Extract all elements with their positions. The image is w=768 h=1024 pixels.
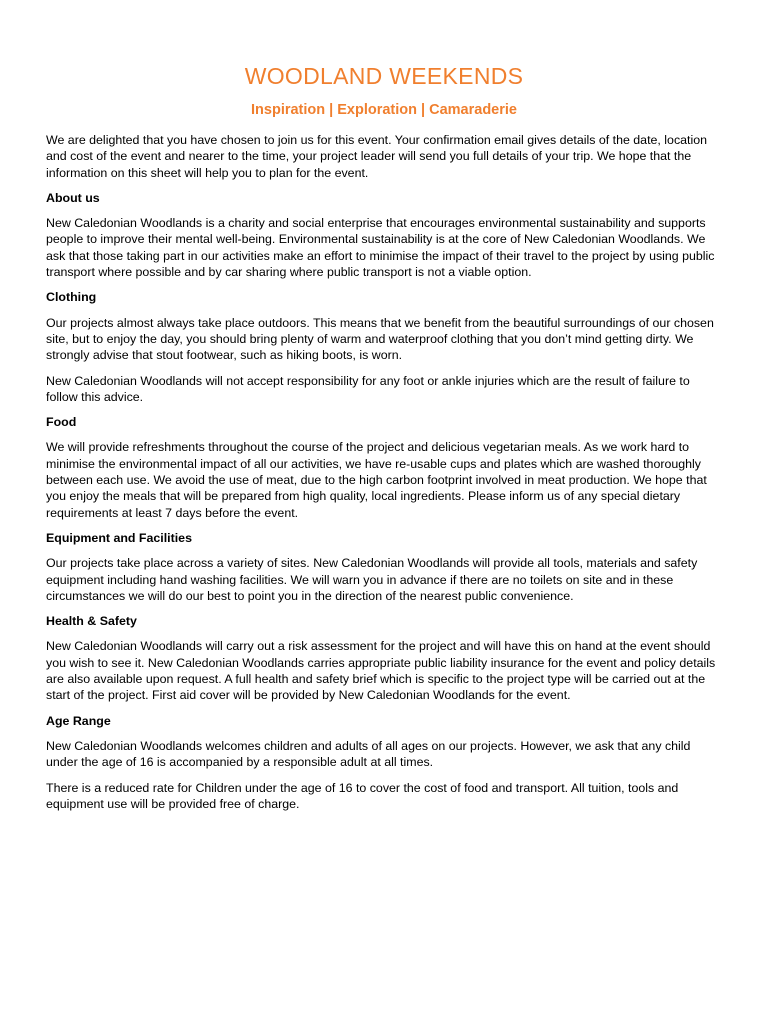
- section-heading-age-range: Age Range: [46, 713, 111, 728]
- section-heading-health-and-safety: Health & Safety: [46, 614, 137, 629]
- document-body: [46, 132, 722, 812]
- section-paragraph: There is a reduced rate for Children under the age of 16 to cover the cost of food and transport. All tuition, tools and equipment use will be provided free of charge.: [46, 780, 679, 811]
- section-heading-equipment-and-facilities: Equipment and Facilities: [46, 530, 192, 545]
- section-paragraph: New Caledonian Woodlands will not accept responsibility for any foot or ankle injuries which are the result of failure to follow this advice.: [46, 373, 690, 404]
- section-paragraph: Our projects almost always take place outdoors. This means that we benefit from the beautiful surroundings of our chosen site, but to enjoy the day, you should bring plenty of warm and waterproof clothing that you don’t mind getting dirty. We strongly advise that stout footwear, such as hiking boots, is worn.: [46, 315, 714, 363]
- intro-paragraph: We are delighted that you have chosen to join us for this event. Your confirmation email gives details of the date, location and cost of the event and nearer to the time, your project leader will send you full details of your trip. We hope that the information on this sheet will help you to plan for the event.: [46, 133, 708, 180]
- page-subtitle: Inspiration | Exploration | Camaraderie: [251, 102, 517, 118]
- section-paragraph: New Caledonian Woodlands will carry out a risk assessment for the project and will have this on hand at the event should you wish to see it. New Caledonian Woodlands carries appropriate public liability insurance for the event and policy details are also available upon request. A full health and safety brief which is specific to the project type will be carried out at the start of the project. First aid cover will be provided by New Caledonian Woodlands for the event.: [46, 639, 716, 703]
- section-paragraph: Our projects take place across a variety of sites. New Caledonian Woodlands will provide all tools, materials and safety equipment including hand washing facilities. We will warn you in advance if there are no toilets on site and in these circumstances we will do our best to point you in the direction of the nearest public convenience.: [46, 556, 698, 603]
- section-heading-food: Food: [46, 415, 77, 430]
- section-heading-about-us: About us: [46, 190, 100, 205]
- section-paragraph: New Caledonian Woodlands welcomes children and adults of all ages on our projects. However, we ask that any child under the age of 16 is accompanied by a responsible adult at all times.: [46, 738, 691, 770]
- section-heading-clothing: Clothing: [46, 290, 97, 305]
- page-title: WOODLAND WEEKENDS: [244, 63, 524, 89]
- section-paragraph: We will provide refreshments throughout the course of the project and delicious vegetarian meals. As we work hard to minimise the environmental impact of all our activities, we have re-usable cups and plates which are washed thoroughly between each use. We avoid the use of meat, due to the high carbon footprint involved in meat production. We hope that you enjoy the meals that will be prepared from high quality, local ingredients. Please inform us of any special dietary requirements at least 7 days before the event.: [46, 440, 707, 520]
- section-paragraph: New Caledonian Woodlands is a charity and social enterprise that encourages environmental sustainability and supports people to improve their mental well-being. Environmental sustainability is at the core of New Caledonian Woodlands. We ask that those taking part in our activities make an effort to minimise the impact of their travel to the project by using public transport where possible and by car sharing where public transport is not a viable option.: [46, 216, 715, 280]
